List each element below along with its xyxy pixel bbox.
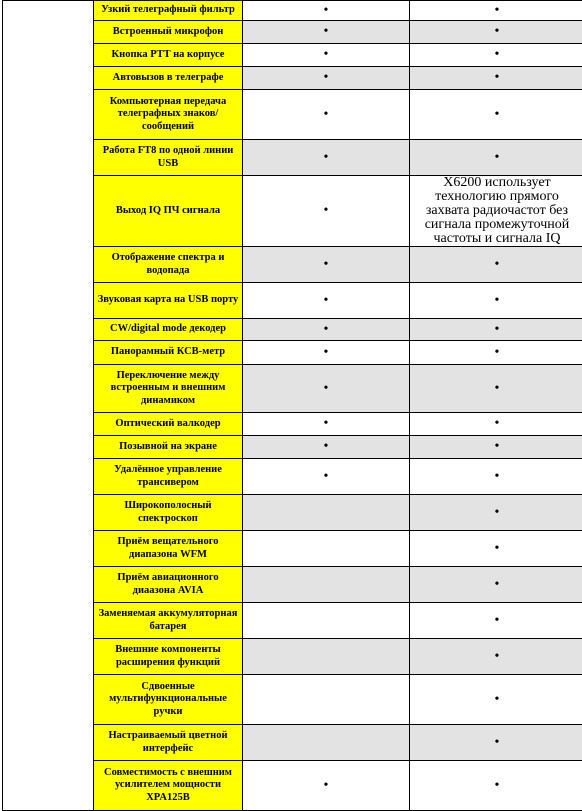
support-cell-col2: • [410,413,582,436]
support-cell-col2: • [410,436,582,459]
support-cell-col1 [243,567,410,603]
support-cell-col2: • [410,283,582,319]
support-cell-col1 [243,603,410,639]
feature-name-cell: Широкополосный спектроскоп [94,495,243,531]
feature-name-cell: Выход IQ ПЧ сигнала [94,176,243,247]
feature-name-cell: Автовызов в телеграфе [94,67,243,90]
support-cell-col2: • [410,21,582,44]
support-cell-col2: • [410,531,582,567]
feature-name-cell: Отображение спектра и водопада [94,247,243,283]
feature-name-cell: Приём вещательного диапазона WFM [94,531,243,567]
feature-name-cell: Панорамный КСВ-метр [94,341,243,365]
support-cell-col1: • [243,67,410,90]
feature-comparison-table [2,0,582,811]
feature-name-cell: CW/digital mode декодер [94,319,243,341]
support-cell-col1 [243,495,410,531]
feature-name-cell: Совместимость с внешним усилителем мощности XPA125B [94,761,243,811]
support-cell-col1: • [243,44,410,67]
feature-name-cell: Работа FT8 по одной линии USB [94,140,243,176]
support-cell-col1: • [243,247,410,283]
feature-name-cell: Компьютерная передача телеграфных знаков/сообщений [94,90,243,140]
feature-name-cell: Звуковая карта на USB порту [94,283,243,319]
support-cell-col1 [243,725,410,761]
support-cell-col2: X6200 использует технологию прямого захвата радиочастот без сигнала промежуточной частоты и сигнала IQ [410,176,582,247]
category-column-cell [3,1,94,811]
support-cell-col1 [243,639,410,675]
support-cell-col1: • [243,365,410,413]
support-cell-col1: • [243,319,410,341]
feature-name-cell: Позывной на экране [94,436,243,459]
support-cell-col1: • [243,140,410,176]
support-cell-col1: • [243,761,410,811]
document-page [2,0,578,784]
support-cell-col2: • [410,459,582,495]
support-cell-col2: • [410,675,582,725]
support-cell-col1: • [243,436,410,459]
feature-name-cell: Оптический валкодер [94,413,243,436]
support-cell-col2: • [410,495,582,531]
feature-name-cell: Встроенный микрофон [94,21,243,44]
support-cell-col2: • [410,639,582,675]
support-cell-col2: • [410,1,582,21]
feature-name-cell: Переключение между встроенным и внешним динамиком [94,365,243,413]
support-cell-col2: • [410,90,582,140]
support-cell-col1: • [243,90,410,140]
support-cell-col2: • [410,140,582,176]
feature-name-cell: Заменяемая аккумуляторная батарея [94,603,243,639]
feature-name-cell: Настраиваемый цветной интерфейс [94,725,243,761]
support-cell-col2: • [410,365,582,413]
support-cell-col1: • [243,413,410,436]
support-cell-col2: • [410,247,582,283]
table-row [3,1,582,21]
support-cell-col2: • [410,567,582,603]
feature-name-cell: Узкий телеграфный фильтр [94,1,243,21]
support-cell-col1 [243,531,410,567]
support-cell-col2: • [410,67,582,90]
support-cell-col1: • [243,21,410,44]
support-cell-col2: • [410,725,582,761]
feature-name-cell: Сдвоенные мультифункциональные ручки [94,675,243,725]
support-cell-col1 [243,675,410,725]
feature-name-cell: Приём авиационного диаазона AVIA [94,567,243,603]
support-cell-col2: • [410,341,582,365]
feature-name-cell: Внешние компоненты расширения функций [94,639,243,675]
feature-name-cell: Удалённое управление трансивером [94,459,243,495]
support-cell-col2: • [410,319,582,341]
support-cell-col1: • [243,176,410,247]
support-cell-col2: • [410,44,582,67]
feature-name-cell: Кнопка PTT на корпусе [94,44,243,67]
support-cell-col2: • [410,603,582,639]
support-cell-col1: • [243,283,410,319]
support-cell-col1: • [243,341,410,365]
support-cell-col1: • [243,1,410,21]
support-cell-col1: • [243,459,410,495]
support-cell-col2: • [410,761,582,811]
